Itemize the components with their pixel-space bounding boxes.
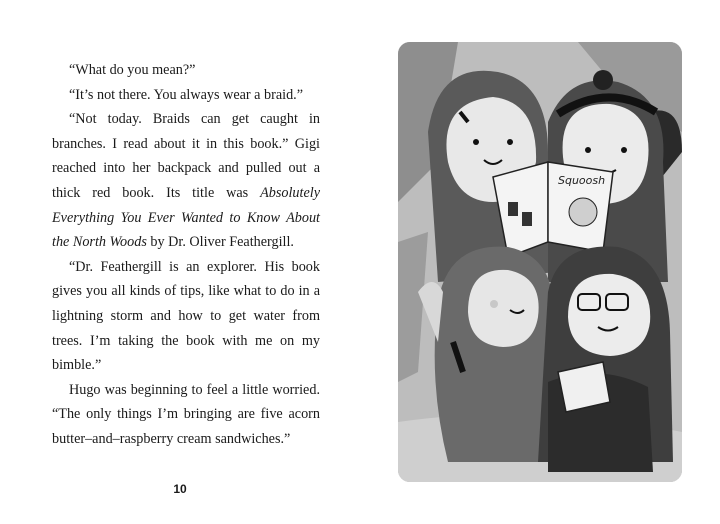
book-title: Absolutely Everything You Ever Wanted to Know About the North Woods [52, 184, 320, 251]
paragraph-4: “Dr. Feathergill is an explorer. His book gives you all kinds of tips, like what to do in a lightning storm and how to get water from trees. I’m taking the book with me on my bimble.” [52, 258, 320, 374]
paragraph-3-start: “Not today. Braids can get caught in branches. I read about it in this book.” Gigi reached into her backpack and pulled out a thick red book. Its title was [52, 111, 320, 201]
paragraph-3-end: by Dr. Oliver Feathergill. [146, 234, 294, 251]
paragraph-3 [52, 107, 320, 255]
text-page [52, 58, 320, 452]
illustration [398, 42, 682, 482]
page-number: 10 [173, 482, 187, 496]
paragraph-5: Hugo was beginning to feel a little worried. “The only things I’m bringing are five acorn butter–and–raspberry cream sandwiches.” [52, 381, 320, 447]
illustration-art [398, 42, 682, 482]
magazine-title: Squoosh [558, 174, 606, 187]
paragraph-2: “It’s not there. You always wear a braid.” [69, 86, 304, 103]
paragraph-1: “What do you mean?” [69, 62, 196, 78]
